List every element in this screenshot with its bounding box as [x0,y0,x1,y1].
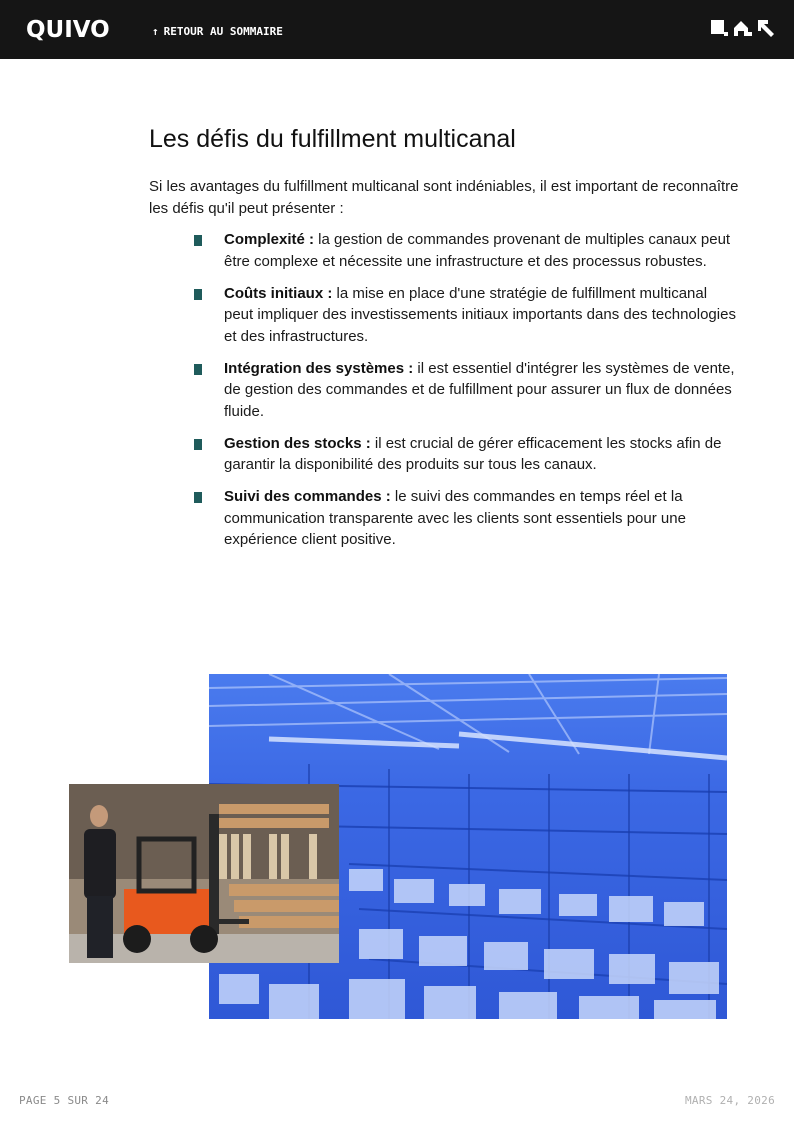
list-item [194,283,739,348]
bullet-term: Coûts initiaux : [224,284,333,302]
list-item [194,358,739,423]
bullet-marker [194,235,202,246]
list-item [194,229,739,272]
page-title: Les défis du fulfillment multicanal [149,125,516,153]
expand-icon[interactable] [758,20,774,37]
square-icon[interactable] [711,20,728,36]
intro-paragraph: Si les avantages du fulfillment multicanal sont indéniables, il est important de reconnaître les défis qu'il peut présenter : [149,178,739,217]
list-item [194,486,739,551]
forklift-photo [69,784,339,963]
back-link-label: RETOUR AU SOMMAIRE [163,25,283,38]
challenges-list [194,229,739,561]
bullet-term: Complexité : [224,231,315,248]
page-number: PAGE 5 SUR 24 [19,1094,109,1107]
bullet-text: le suivi des commandes en temps réel et la communication transparente avec les clients sont essentiels pour une expérience client positive. [224,488,686,548]
bullet-text: la mise en place d'une stratégie de fulfillment multicanal peut impliquer des investissements initiaux importants dans des technologies et des infrastructures. [224,284,736,345]
bullet-marker [194,492,202,503]
bullet-term: Suivi des commandes : [224,488,391,505]
list-item [194,433,739,476]
bullet-term: Intégration des systèmes : [224,359,414,377]
bullet-marker [194,289,202,300]
back-to-contents-link[interactable] [152,25,283,39]
page-date: MARS 24, 2026 [685,1094,775,1107]
bullet-text: il est essentiel d'intégrer les systèmes de vente, de gestion des commandes et de fulfillment pour assurer un flux de données fluide. [224,359,735,420]
bullet-marker [194,364,202,375]
bullet-term: Gestion des stocks : [224,434,371,452]
arrow-up-icon: ↑ [152,25,159,38]
house-icon[interactable] [734,21,752,36]
nav-icons [710,19,776,39]
top-bar [0,0,794,59]
logo[interactable]: QUIVO [26,17,110,43]
bullet-marker [194,439,202,450]
bullet-text: il est crucial de gérer efficacement les stocks afin de garantir la disponibilité des produits sur tous les canaux. [224,434,722,473]
bullet-text: la gestion de commandes provenant de multiples canaux peut être complexe et nécessite une infrastructure et des processus robustes. [224,231,731,270]
